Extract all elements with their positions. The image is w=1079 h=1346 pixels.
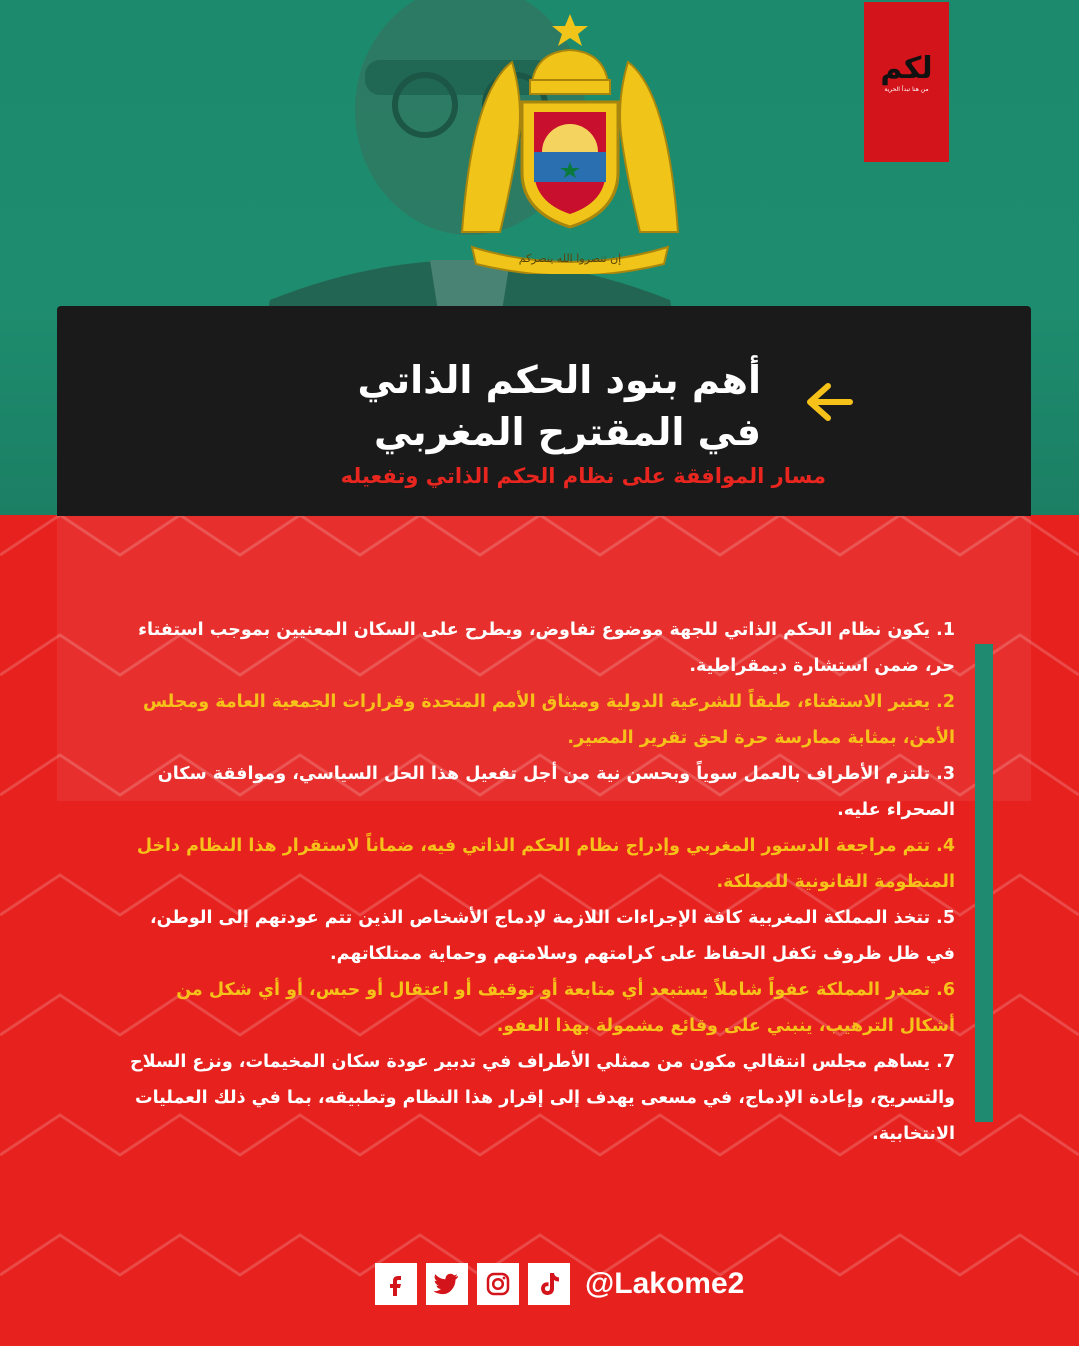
list-item: 3. تلتزم الأطراف بالعمل سوياً وبحسن نية من أجل تفعيل هذا الحل السياسي، وموافقة سكان الصحراء عليه.	[157, 764, 955, 820]
social-bar	[375, 1261, 744, 1306]
list-item: 7. يساهم مجلس انتقالي مكون من ممثلي الأطراف في تدبير عودة سكان المخيمات، ونزع السلاح والتسريح، وإعادة الإدماج، في مسعى يهدف إلى إقرار هذا النظام وتطبيقه، بما في ذلك العمليات الانتخابية.	[130, 1052, 955, 1144]
brand-logo: لكم	[880, 51, 933, 86]
emblem-motto: إن تنصروا الله ينصركم	[518, 252, 622, 265]
title-panel	[57, 306, 1031, 516]
tiktok-icon[interactable]	[528, 1263, 570, 1305]
facebook-icon[interactable]	[375, 1263, 417, 1305]
coat-of-arms-emblem	[452, 12, 688, 274]
list-item: 2. يعتبر الاستفتاء، طبقاً للشرعية الدولية وميثاق الأمم المتحدة وقرارات الجمعية العامة ومجلس الأمن، بمثابة ممارسة حرة لحق تقرير المصير.	[142, 692, 955, 748]
social-handle[interactable]: @Lakome2	[585, 1266, 745, 1300]
clauses-list	[120, 612, 955, 1152]
page-title-line1: أهم بنود الحكم الذاتي	[357, 358, 761, 402]
instagram-icon[interactable]	[477, 1263, 519, 1305]
page-subtitle: مسار الموافقة على نظام الحكم الذاتي وتفعيله	[340, 464, 826, 488]
list-item: 4. تتم مراجعة الدستور المغربي وإدراج نظام الحكم الذاتي فيه، ضماناً لاستقرار هذا النظام داخل المنظومة القانونية للمملكة.	[136, 836, 955, 892]
list-item: 1. يكون نظام الحكم الذاتي للجهة موضوع تفاوض، ويطرح على السكان المعنيين بموجب استفتاء حر، ضمن استشارة ديمقراطية.	[138, 620, 955, 676]
arrow-left-icon	[802, 376, 854, 428]
twitter-icon[interactable]	[426, 1263, 468, 1305]
brand-logo-box	[864, 2, 949, 162]
list-item: 5. تتخذ المملكة المغربية كافة الإجراءات اللازمة لإدماج الأشخاص الذين تتم عودتهم إلى الوطن، في ظل ظروف تكفل الحفاظ على كرامتهم وسلامتهم وحماية ممتلكاتهم.	[150, 908, 955, 964]
green-accent-bar	[975, 644, 993, 1122]
list-item: 6. تصدر المملكة عفواً شاملاً يستبعد أي متابعة أو توقيف أو اعتقال أو حبس، أو أي شكل من أشكال الترهيب، ينبني على وقائع مشمولة بهذا العفو.	[176, 980, 955, 1036]
page-title-line2: في المقترح المغربي	[373, 410, 761, 454]
brand-tagline: من هنا تبدأ الحرية	[884, 86, 929, 93]
